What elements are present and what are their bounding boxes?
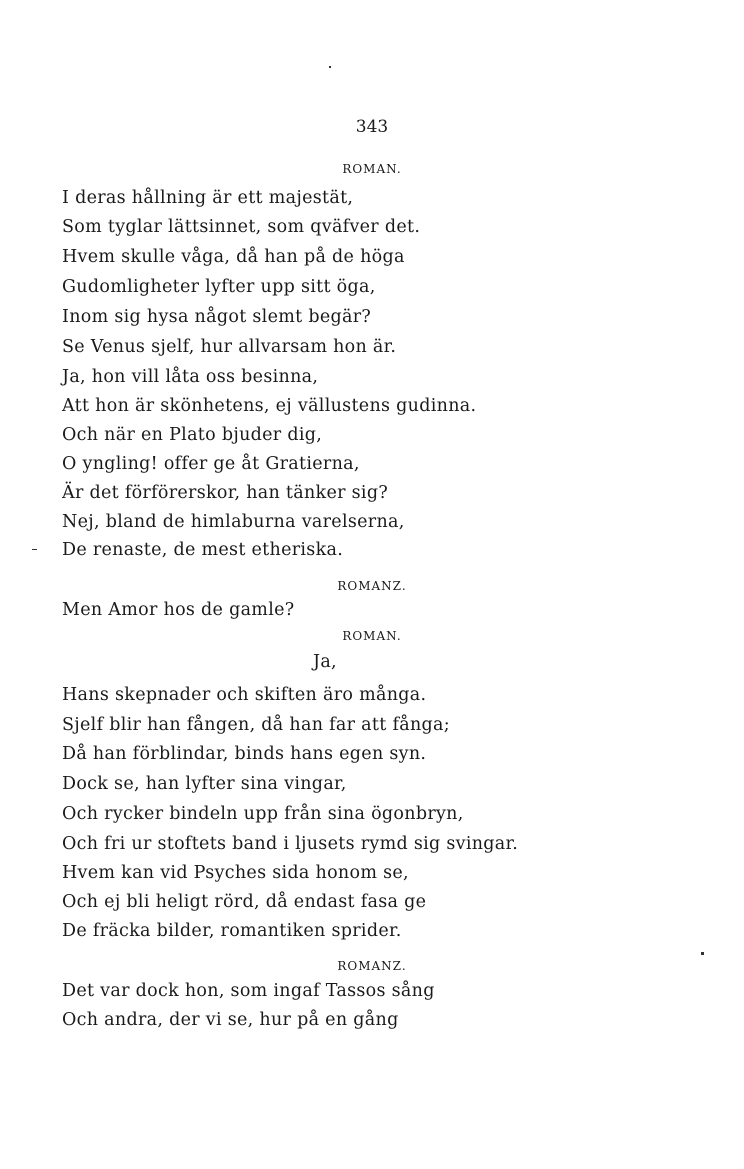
speaker-label: ROMANZ. [337,959,407,973]
verse-line: De renaste, de mest etheriska. [62,540,344,560]
verse-line: Se Venus sjelf, hur allvarsam hon är. [62,337,397,357]
verse-line: Men Amor hos de gamle? [62,600,295,620]
verse-line: Sjelf blir han fången, då han far att fånga; [62,715,450,735]
verse-line: Gudomligheter lyfter upp sitt öga, [62,277,376,297]
speaker-label: ROMAN. [342,629,402,643]
verse-line: Och rycker bindeln upp från sina ögonbryn, [62,804,464,824]
margin-mark [32,549,37,550]
verse-line: De fräcka bilder, romantiken sprider. [62,921,402,941]
verse-line: O yngling! offer ge åt Gratierna, [62,454,360,474]
verse-line: Nej, bland de himlaburna varelserna, [62,512,405,532]
verse-line: Inom sig hysa något slemt begär? [62,307,372,327]
verse-line: Och andra, der vi se, hur på en gång [62,1010,399,1030]
verse-line: Ja, [313,652,337,672]
verse-line: Och när en Plato bjuder dig, [62,425,323,445]
verse-line: Hans skepnader och skiften äro många. [62,685,427,705]
verse-line: Är det förförerskor, han tänker sig? [62,483,389,503]
verse-line: Dock se, han lyfter sina vingar, [62,774,347,794]
verse-line: Som tyglar lättsinnet, som qväfver det. [62,217,421,237]
speck-mark [701,952,704,955]
verse-line: Att hon är skönhetens, ej vällustens gudinna. [62,396,477,416]
speck-mark [329,66,331,68]
verse-line: Och ej bli heligt rörd, då endast fasa ge [62,892,427,912]
verse-line: Hvem kan vid Psyches sida honom se, [62,863,409,883]
verse-line: Det var dock hon, som ingaf Tassos sång [62,981,435,1001]
verse-line: Ja, hon vill låta oss besinna, [62,367,319,387]
verse-line: Då han förblindar, binds hans egen syn. [62,744,427,764]
verse-line: Och fri ur stoftets band i ljusets rymd sig svingar. [62,834,519,854]
verse-line: Hvem skulle våga, då han på de höga [62,247,405,267]
speaker-label: ROMANZ. [337,579,407,593]
speaker-label: ROMAN. [342,162,402,176]
page-number: 343 [355,117,389,137]
verse-line: I deras hållning är ett majestät, [62,188,354,208]
